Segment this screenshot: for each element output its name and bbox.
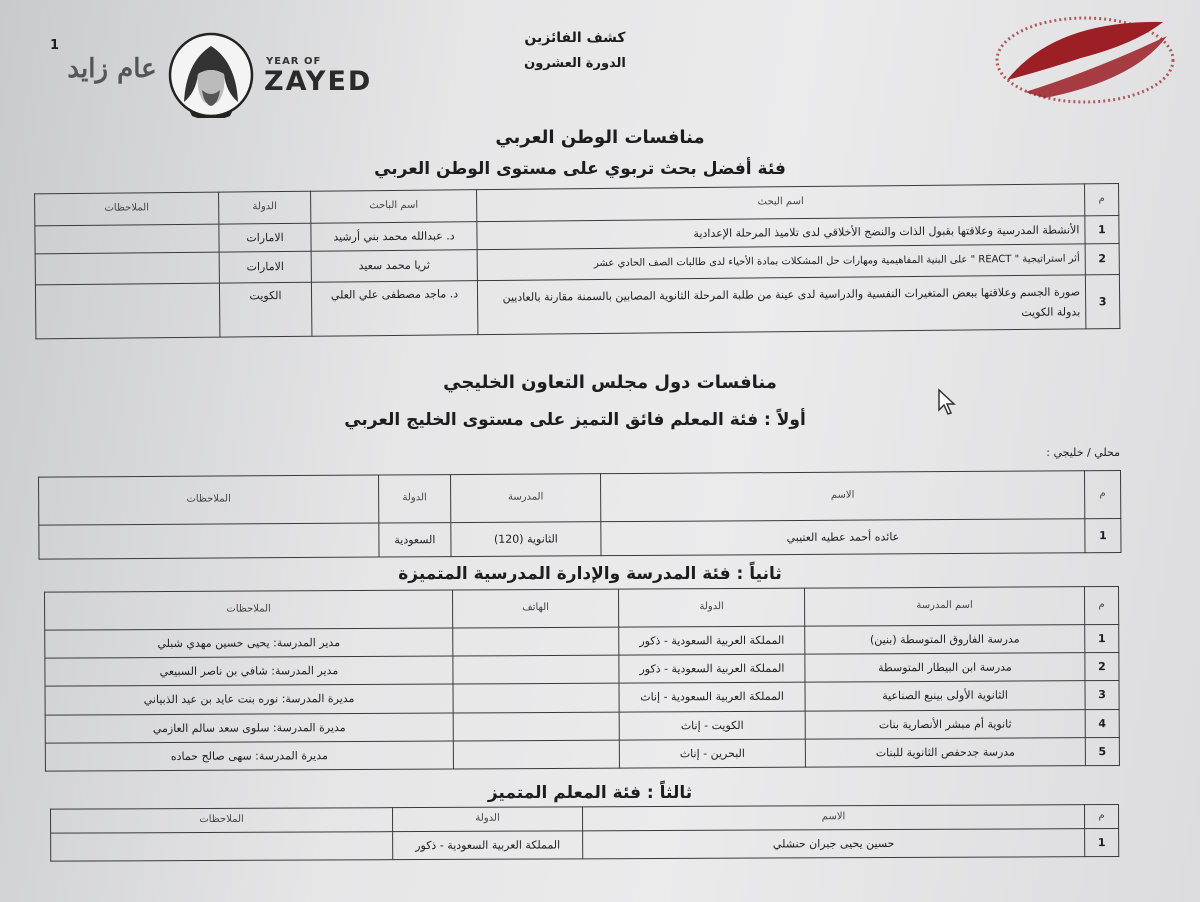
- school-name: مدرسة ابن البيطار المتوسطة: [805, 653, 1085, 682]
- col-header-num: م: [1085, 471, 1121, 519]
- school-name: ثانوية أم مبشر الأنصارية بنات: [805, 710, 1085, 739]
- notes: [39, 523, 379, 559]
- country: المملكة العربية السعودية - إناث: [619, 682, 805, 712]
- col-header-school: المدرسة: [451, 474, 601, 523]
- col-header-num: م: [1085, 805, 1119, 829]
- research-title: الأنشطة المدرسية وعلاقتها بقبول الذات والنضج الأخلاقي لدى تلاميذ المرحلة الإعدادية: [477, 216, 1085, 250]
- row-number: 1: [1085, 625, 1119, 653]
- report-subtitle: الدورة العشرون: [524, 56, 626, 71]
- table-row: [35, 275, 1119, 339]
- research-title: صورة الجسم وعلاقتها ببعض المتغيرات النفسية والدراسية لدى عينة من طلبة المرحلة الثانوية المصابين بالسمنة مقارنة بالعاديين بدولة الكويت: [477, 275, 1085, 335]
- teacher-excellence-table: [38, 470, 1121, 560]
- zayed-logo-text: ZAYED: [264, 66, 373, 97]
- sheikh-zayed-portrait-icon: [168, 32, 254, 118]
- teacher-name: حسين يحيى جبران حنشلي: [583, 829, 1085, 859]
- phone: [453, 627, 619, 656]
- col-header-research-title: اسم البحث: [477, 184, 1085, 222]
- section2-subheading: أولاً : فئة المعلم فائق التميز على مستوى الخليج العربي: [344, 410, 806, 430]
- notes: مدير المدرسة: يحيى حسين مهدي شبلي: [45, 628, 453, 658]
- mouse-cursor-icon: [936, 388, 960, 418]
- col-header-num: م: [1085, 184, 1119, 216]
- school-name: الثانوية الأولى بينبع الصناعية: [805, 681, 1085, 711]
- school-name: مدرسة جدحفص الثانوية للبنات: [805, 738, 1085, 767]
- school-name: مدرسة الفاروق المتوسطة (بنين): [805, 625, 1085, 654]
- local-gulf-label: محلي / خليجي :: [1046, 446, 1120, 459]
- phone: [453, 655, 619, 684]
- table-header-row: [45, 587, 1119, 631]
- notes: مدير المدرسة: شافي بن ناصر السبيعي: [45, 656, 453, 686]
- country: الامارات: [219, 223, 311, 252]
- col-header-notes: الملاحظات: [35, 192, 219, 226]
- page-number: 1: [50, 38, 60, 53]
- notes: مديرة المدرسة: نوره بنت عايد بن عيد الذبياني: [45, 684, 453, 715]
- row-number: 1: [1085, 519, 1121, 553]
- zayed-arabic-logo: عام زايد: [67, 54, 157, 84]
- research-title: أثر استراتيجية " REACT " على البنية المفاهيمية ومهارات حل المشكلات بمادة الأحياء لدى طالبات الصف الحادي عشر: [477, 244, 1085, 281]
- col-header-researcher: اسم الباحث: [311, 190, 477, 224]
- country: المملكة العربية السعودية - ذكور: [393, 831, 583, 860]
- section1-heading: منافسات الوطن العربي: [495, 127, 705, 148]
- row-number: 1: [1085, 216, 1119, 244]
- section4-heading: ثالثاً : فئة المعلم المتميز: [487, 783, 693, 803]
- col-header-num: م: [1085, 587, 1119, 625]
- school: الثانوية (120): [451, 522, 601, 557]
- researcher-name: ثريا محمد سعيد: [311, 250, 477, 283]
- country: السعودية: [379, 523, 451, 557]
- row-number: 4: [1085, 710, 1119, 738]
- col-header-notes: الملاحظات: [51, 808, 393, 833]
- notes: [35, 252, 219, 285]
- notes: [51, 832, 393, 861]
- country: المملكة العربية السعودية - ذكور: [619, 654, 805, 683]
- col-header-name: الاسم: [601, 471, 1085, 522]
- year-of-label: YEAR OF: [266, 56, 322, 67]
- report-title: كشف الفائزين: [524, 30, 626, 46]
- col-header-school-name: اسم المدرسة: [805, 587, 1085, 626]
- col-header-name: الاسم: [583, 805, 1085, 831]
- row-number: 2: [1085, 653, 1119, 681]
- col-header-notes: الملاحظات: [45, 590, 453, 630]
- notes: مديرة المدرسة: سهى صالح حماده: [45, 741, 453, 771]
- phone: [453, 740, 619, 769]
- country: البحرين - إناث: [619, 739, 805, 768]
- country: الكويت - إناث: [619, 711, 805, 740]
- phone: [453, 683, 619, 713]
- table-header-row: [39, 471, 1121, 526]
- row-number: 5: [1085, 738, 1119, 766]
- country: المملكة العربية السعودية - ذكور: [619, 626, 805, 655]
- section3-heading: ثانياً : فئة المدرسة والإدارة المدرسية المتميزة: [398, 564, 782, 584]
- col-header-notes: الملاحظات: [39, 475, 379, 525]
- country: الامارات: [219, 251, 311, 283]
- row-number: 2: [1085, 244, 1119, 275]
- col-header-country: الدولة: [379, 475, 451, 523]
- section2-heading: منافسات دول مجلس التعاون الخليجي: [443, 372, 777, 393]
- col-header-country: الدولة: [393, 807, 583, 832]
- distinguished-teacher-table: [50, 804, 1119, 862]
- research-winners-table: [34, 183, 1120, 339]
- col-header-country: الدولة: [219, 191, 311, 224]
- notes: مديرة المدرسة: سلوى سعد سالم العازمي: [45, 713, 453, 743]
- table-row: [51, 829, 1119, 862]
- school-excellence-table: [44, 586, 1120, 772]
- col-header-phone: الهاتف: [453, 589, 619, 628]
- notes: [35, 224, 219, 254]
- row-number: 1: [1085, 829, 1119, 857]
- section1-subheading: فئة أفضل بحث تربوي على مستوى الوطن العربي: [374, 159, 786, 179]
- row-number: 3: [1085, 275, 1120, 329]
- organization-logo-icon: [985, 0, 1190, 118]
- researcher-name: د. ماجد مصطفى علي العلي: [311, 281, 478, 337]
- table-row: [39, 519, 1121, 560]
- col-header-country: الدولة: [619, 588, 805, 627]
- notes: [35, 283, 220, 339]
- country: الكويت: [219, 282, 312, 337]
- teacher-name: عائده أحمد عطيه العتيبي: [601, 519, 1085, 556]
- row-number: 3: [1085, 681, 1119, 710]
- table-row: [45, 738, 1119, 772]
- phone: [453, 712, 619, 741]
- researcher-name: د. عبدالله محمد بني أرشيد: [311, 222, 477, 252]
